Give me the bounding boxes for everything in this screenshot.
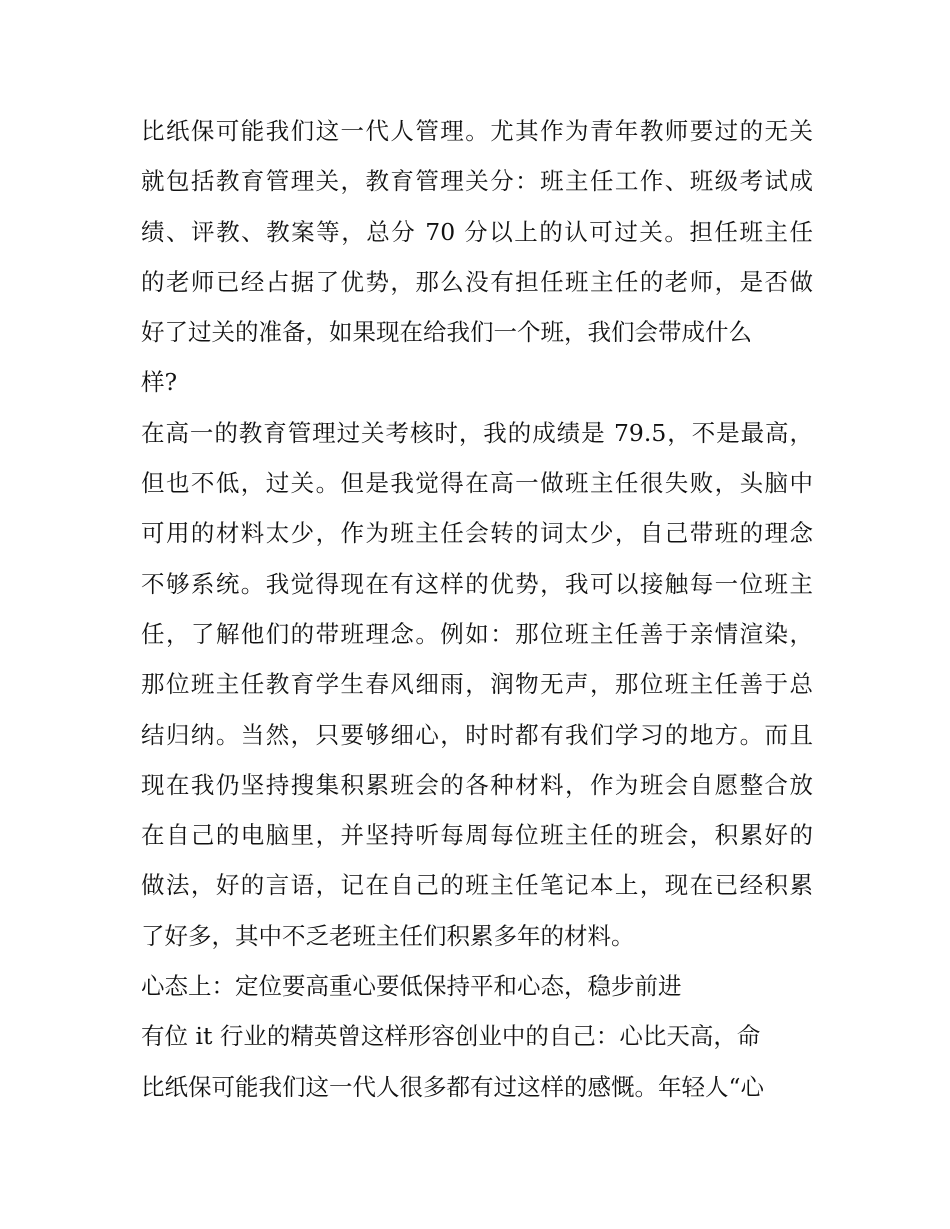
text-line: 比纸保可能我们这一代人很多都有过这样的感慨。年轻人“心 (141, 1072, 765, 1101)
text-line: 样? (141, 368, 178, 397)
text-line: 现在我仍坚持搜集积累班会的各种材料，作为班会自愿整合放 (141, 770, 813, 799)
text-line: 任，了解他们的带班理念。例如：那位班主任善于亲情渲染， (141, 619, 813, 648)
text-line: 心态上：定位要高重心要低保持平和心态，稳步前进 (141, 972, 682, 1001)
text-line: 在高一的教育管理过关考核时，我的成绩是 79.5，不是最高， (141, 418, 813, 447)
text-line: 有位 it 行业的精英曾这样形容创业中的自己：心比天高，命 (141, 1022, 761, 1051)
text-line: 但也不低，过关。但是我觉得在高一做班主任很失败，头脑中 (141, 469, 813, 498)
text-line: 那位班主任教育学生春风细雨，润物无声，那位班主任善于总 (141, 670, 813, 699)
body-text (141, 106, 813, 1112)
text-line: 不够系统。我觉得现在有这样的优势，我可以接触每一位班主 (141, 569, 813, 598)
text-line: 绩、评教、教案等，总分 70 分以上的认可过关。担任班主任 (141, 217, 813, 246)
text-line: 了好多，其中不乏老班主任们积累多年的材料。 (141, 921, 635, 950)
text-line: 就包括教育管理关，教育管理关分：班主任工作、班级考试成 (141, 167, 813, 196)
text-line: 的老师已经占据了优势，那么没有担任班主任的老师，是否做 (141, 267, 813, 296)
text-line: 好了过关的准备，如果现在给我们一个班，我们会带成什么 (141, 318, 752, 347)
text-line: 可用的材料太少，作为班主任会转的词太少，自己带班的理念 (141, 519, 813, 548)
text-line: 结归纳。当然，只要够细心，时时都有我们学习的地方。而且 (141, 720, 813, 749)
text-line: 比纸保可能我们这一代人管理。尤其作为青年教师要过的无关 (141, 117, 813, 145)
text-line: 做法，好的言语，记在自己的班主任笔记本上，现在已经积累 (141, 871, 813, 900)
text-line: 在自己的电脑里，并坚持听每周每位班主任的班会，积累好的 (141, 821, 813, 850)
